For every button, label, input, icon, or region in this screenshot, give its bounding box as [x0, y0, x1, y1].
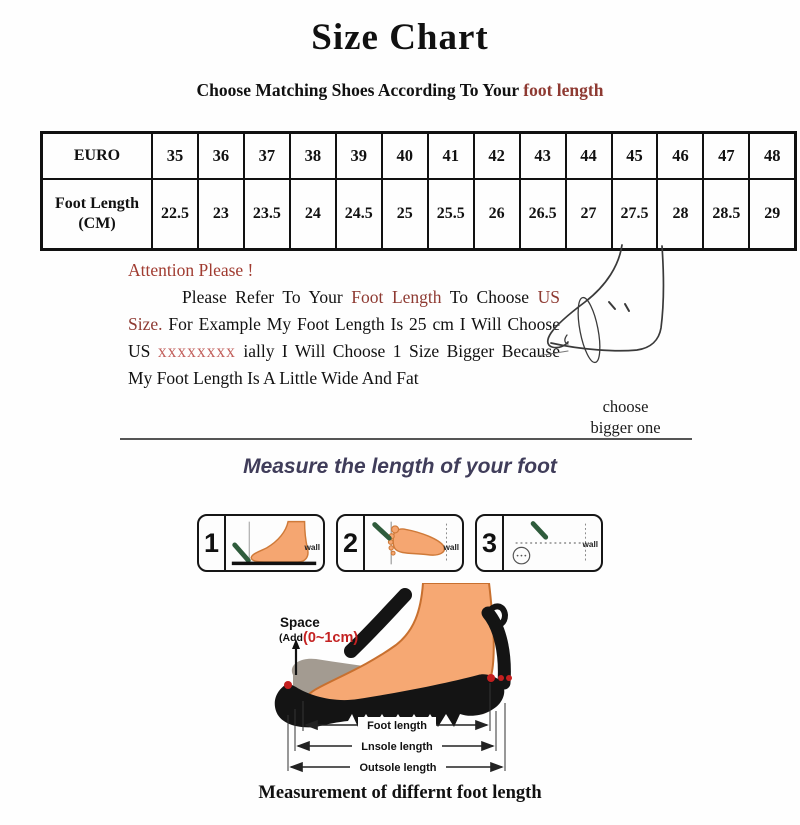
- euro-size-cell: 41: [428, 133, 474, 180]
- euro-size-cell: 36: [198, 133, 244, 180]
- attention-text: ially I Will Choose 1 Size Bigger Because My Foot Length Is A Little Wide And Fat: [128, 341, 560, 388]
- toe-ref-dot: [284, 681, 292, 689]
- foot-length-cell: 27.5: [612, 179, 658, 250]
- foot-length-cell: 29: [749, 179, 795, 250]
- foot-length-cell: 26.5: [520, 179, 566, 250]
- shoe-collar-shape: [351, 595, 405, 651]
- marker-pen-icon: [533, 524, 546, 538]
- subtitle-text: Choose Matching Shoes According To Your: [196, 80, 524, 100]
- foot-length-cell: 27: [566, 179, 612, 250]
- marker-pen-icon: [375, 525, 390, 539]
- measure-heading: Measure the length of your foot: [243, 455, 557, 478]
- foot-sketch-icon: [537, 240, 702, 395]
- step-number: 3: [477, 516, 504, 570]
- foot-length-cell: 28: [657, 179, 703, 250]
- step2-footprint-icon: [365, 516, 462, 570]
- euro-size-cell: 35: [152, 133, 198, 180]
- attention-accent-us-size: US Size.: [128, 287, 560, 334]
- foot-length-row: [42, 179, 796, 250]
- ankle-tick: [625, 304, 629, 311]
- euro-size-cell: 48: [749, 133, 795, 180]
- foot-length-cell: 23.5: [244, 179, 290, 250]
- foot-length-cell: 24: [290, 179, 336, 250]
- euro-size-cell: 44: [566, 133, 612, 180]
- foot-length-cell: 25.5: [428, 179, 474, 250]
- foot-length-cell: 22.5: [152, 179, 198, 250]
- step-panel-2: [336, 514, 464, 572]
- euro-size-cell: 45: [612, 133, 658, 180]
- euro-size-cell: 37: [244, 133, 290, 180]
- section-divider: [120, 438, 692, 440]
- euro-row: [42, 133, 796, 180]
- space-label: Space: [280, 615, 320, 630]
- attention-text: Please Refer To Your: [182, 287, 352, 307]
- euro-size-cell: 42: [474, 133, 520, 180]
- euro-size-cell: 40: [382, 133, 428, 180]
- foot-side-shape: [251, 522, 308, 562]
- step-number: 1: [199, 516, 226, 570]
- insole-length-label: Lnsole length: [361, 741, 433, 753]
- attention-text: For Example My Foot Length Is 25 cm I Will Choose US: [128, 314, 560, 361]
- heel-ref-dot: [506, 675, 512, 681]
- subtitle: [0, 80, 800, 101]
- subtitle-highlight: foot length: [523, 80, 604, 100]
- euro-size-cell: 47: [703, 133, 749, 180]
- note-line: bigger one: [590, 418, 661, 437]
- euro-size-cell: 46: [657, 133, 703, 180]
- toe-shape: [392, 526, 399, 533]
- dot: [521, 555, 523, 557]
- choose-bigger-note: [553, 396, 698, 438]
- euro-size-cell: 39: [336, 133, 382, 180]
- foot-heel-line: [551, 246, 663, 351]
- attention-block: [128, 257, 560, 392]
- outsole-length-label: Outsole length: [359, 762, 437, 774]
- step1-foot-side-icon: [226, 516, 323, 570]
- shoe-measure-diagram: [248, 583, 583, 783]
- bottom-caption: Measurement of differnt foot length: [258, 783, 542, 803]
- wall-label: wall: [304, 542, 321, 552]
- measuring-loop-icon: [574, 296, 604, 364]
- foot-length-cell: 24.5: [336, 179, 382, 250]
- foot-top-line: [548, 245, 622, 348]
- step-panel-3: [475, 514, 603, 572]
- dot: [524, 555, 526, 557]
- foot-length-label-cell: Foot Length (CM): [42, 179, 153, 250]
- dot: [517, 555, 519, 557]
- attention-text: To Choose: [441, 287, 538, 307]
- size-table: [40, 131, 797, 251]
- euro-size-cell: 38: [290, 133, 336, 180]
- toe-shape: [389, 546, 393, 550]
- foot-length-cell: 28.5: [703, 179, 749, 250]
- euro-label-cell: EURO: [42, 133, 153, 180]
- step-number: 2: [338, 516, 365, 570]
- heel-ref-dot: [498, 675, 504, 681]
- heel-ref-dot: [487, 674, 495, 682]
- connector-line: [537, 351, 568, 356]
- space-add-label: (Add: [279, 632, 303, 644]
- foot-length-cell: 25: [382, 179, 428, 250]
- toe-shape: [391, 551, 395, 555]
- foot-length-cell: 26: [474, 179, 520, 250]
- wall-label: wall: [582, 539, 599, 549]
- space-range-label: (0~1cm): [303, 630, 359, 646]
- attention-redacted-x: xxxxxxxx: [157, 341, 236, 361]
- ankle-tick: [609, 302, 615, 309]
- foot-length-cell: 23: [198, 179, 244, 250]
- step3-measure-icon: [504, 516, 601, 570]
- measure-steps: [0, 514, 800, 572]
- attention-heading: Attention Please !: [128, 260, 254, 280]
- note-line: choose: [602, 397, 649, 416]
- foot-length-label: Foot length: [367, 720, 427, 732]
- footprint-shape: [393, 529, 444, 555]
- euro-size-cell: 43: [520, 133, 566, 180]
- page-title: Size Chart: [311, 17, 489, 58]
- attention-paragraph: [128, 284, 560, 392]
- wall-label: wall: [443, 542, 460, 552]
- step-panel-1: [197, 514, 325, 572]
- attention-accent-foot-length: Foot Length: [351, 287, 442, 307]
- marker-pen-icon: [235, 545, 249, 561]
